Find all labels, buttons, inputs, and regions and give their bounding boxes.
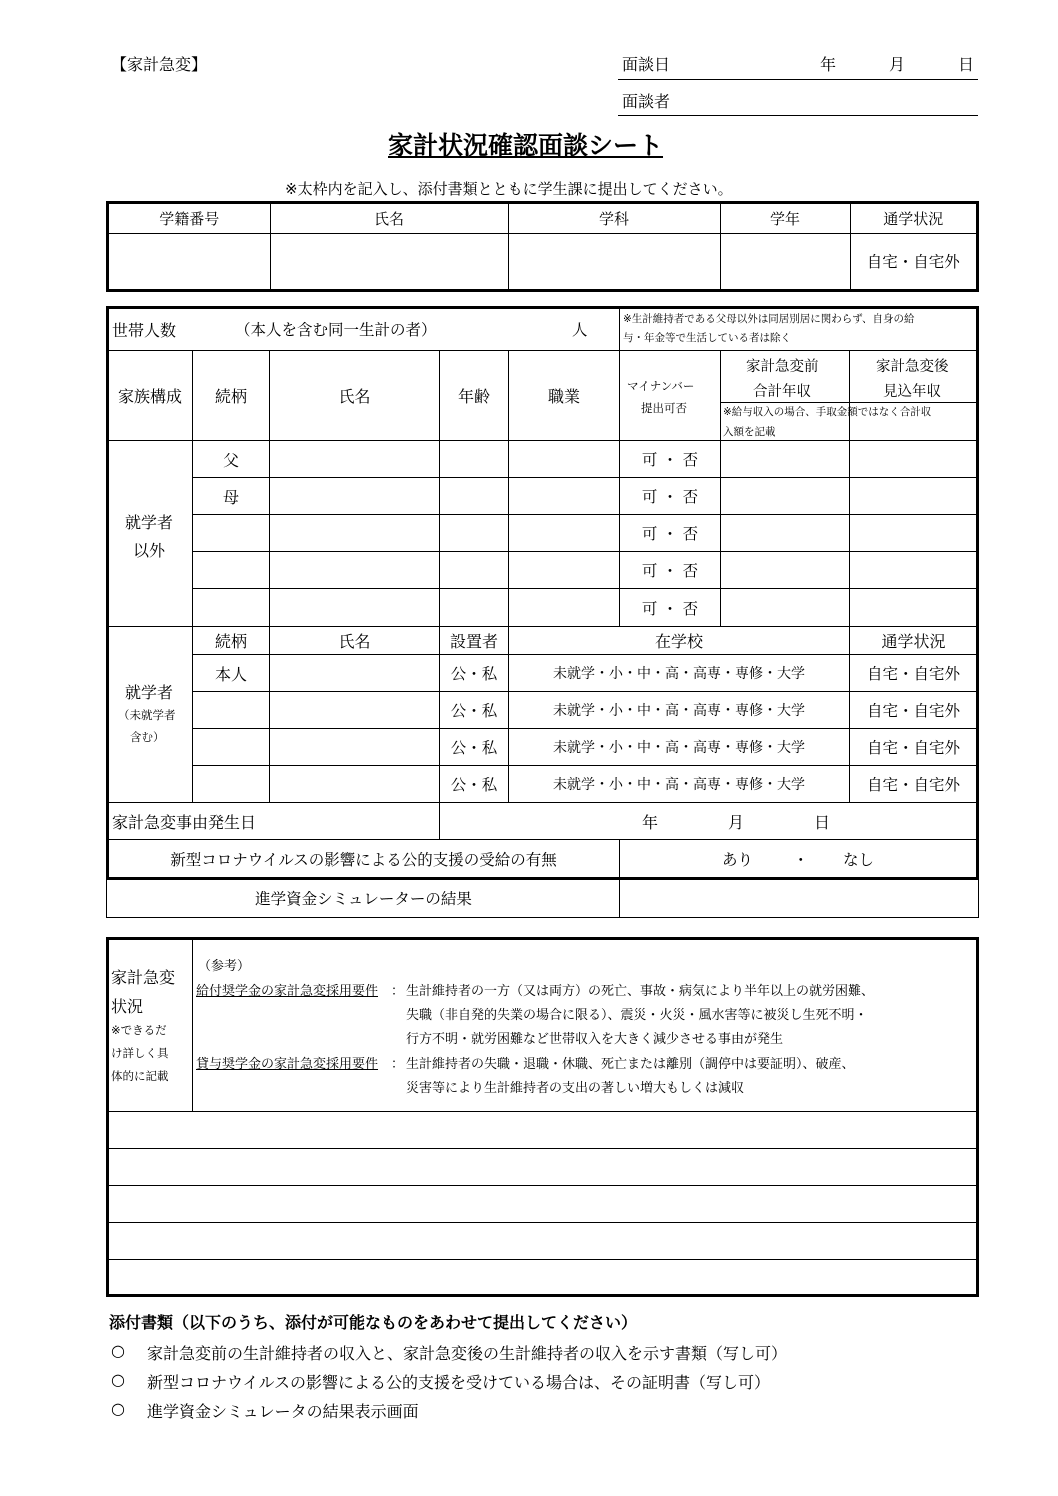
loan-requirement-title: 貸与奨学金の家計急変採用要件 <box>196 1057 379 1072</box>
header-commute: 通学状況 <box>850 204 976 233</box>
header-grade: 学年 <box>720 204 850 233</box>
page-title: 家計状況確認面談シート <box>388 131 664 160</box>
col-after-2: 見込年収 <box>883 384 941 400</box>
school-type-2[interactable]: 公・私 <box>450 702 498 720</box>
non-student-label-2: 以外 <box>133 541 166 560</box>
form-tag: 【家計急変】 <box>111 55 208 74</box>
header-department: 学科 <box>508 204 720 233</box>
school-type-3[interactable]: 公・私 <box>450 739 498 757</box>
student-commute-1[interactable]: 自宅・自宅外 <box>866 665 960 683</box>
situation-label-5: 体的に記載 <box>111 1069 169 1083</box>
mynumber-consent-3[interactable]: 可 ・ 否 <box>641 525 699 543</box>
school-level-3[interactable]: 未就学・小・中・高・高専・専修・大学 <box>553 740 805 756</box>
school-type-4[interactable]: 公・私 <box>450 776 498 794</box>
school-level-2[interactable]: 未就学・小・中・高・高専・専修・大学 <box>553 703 805 719</box>
interview-year-label: 年 <box>820 55 837 74</box>
attachment-item-3: 進学資金シミュレータの結果表示画面 <box>147 1402 419 1421</box>
non-student-relation-5[interactable] <box>193 589 269 626</box>
attachments-title: 添付書類（以下のうち、添付が可能なものをあわせて提出してください） <box>109 1313 638 1332</box>
student-relation-4[interactable] <box>193 766 269 802</box>
non-student-relation-3[interactable] <box>193 515 269 551</box>
interview-date-underline[interactable] <box>618 79 978 80</box>
student-relation-2[interactable] <box>193 692 269 728</box>
household-size-note-2: 与・年金等で生活している者は除く <box>623 332 791 344</box>
grant-line-3: 行方不明・就労困難など世帯収入を大きく減少させる事由が発生 <box>406 1032 784 1047</box>
mynumber-consent-4[interactable]: 可 ・ 否 <box>641 562 699 580</box>
situation-label-3: ※できるだ <box>111 1023 167 1037</box>
person-unit: 人 <box>572 321 588 339</box>
col-after-1: 家計急変後 <box>876 359 949 375</box>
col-before-2: 合計年収 <box>753 384 811 400</box>
loan-line-1: 生計維持者の失職・退職・休職、死亡または離別（調停中は要証明）、破産、 <box>406 1057 855 1072</box>
mynumber-consent-2[interactable]: 可 ・ 否 <box>641 488 699 506</box>
situation-label-4: け詳しく具 <box>111 1046 169 1060</box>
attachment-item-1: 家計急変前の生計維持者の収入と、家計急変後の生計維持者の収入を示す書類（写し可） <box>147 1344 788 1363</box>
mynumber-consent-1[interactable]: 可 ・ 否 <box>641 451 699 469</box>
attachment-bullet-1: ○ <box>111 1341 125 1360</box>
situation-line-5[interactable] <box>110 1261 975 1294</box>
grant-colon: ： <box>391 984 405 999</box>
student-commute-2[interactable]: 自宅・自宅外 <box>866 702 960 720</box>
school-type-1[interactable]: 公・私 <box>450 665 498 683</box>
income-note-1: ※給与収入の場合、手取金額ではなく合計収 <box>723 406 932 418</box>
student-name-field[interactable] <box>270 233 508 289</box>
situation-line-3[interactable] <box>110 1187 975 1221</box>
col-mynumber-2: 提出可否 <box>641 401 687 415</box>
loan-colon: ： <box>391 1057 405 1072</box>
student-label-2: （未就学者 <box>118 708 176 722</box>
non-student-relation-2[interactable]: 母 <box>222 487 239 507</box>
attachment-item-2: 新型コロナウイルスの影響による公的支援を受けている場合は、その証明書（写し可） <box>147 1373 771 1392</box>
col-job: 職業 <box>547 387 580 406</box>
instruction-text: ※太枠内を記入し、添付書類とともに学生課に提出してください。 <box>285 180 733 198</box>
grant-line-2: 失職（非自発的失業の場合に限る）、震災・火災・風水害等に被災し生死不明・ <box>406 1008 868 1023</box>
student-commute-4[interactable]: 自宅・自宅外 <box>866 776 960 794</box>
covid-support-label: 新型コロナウイルスの影響による公的支援の受給の有無 <box>170 850 557 869</box>
student-col-name: 氏名 <box>338 632 371 651</box>
situation-label-1: 家計急変 <box>111 968 176 987</box>
header-student-id: 学籍番号 <box>109 204 270 233</box>
simulator-result-field[interactable] <box>621 879 976 916</box>
student-commute-3[interactable]: 自宅・自宅外 <box>866 739 960 757</box>
covid-dot: ・ <box>793 851 809 869</box>
student-relation-3[interactable] <box>193 729 269 765</box>
household-size-label: 世帯人数 <box>112 320 177 340</box>
interviewer-label: 面談者 <box>622 92 671 111</box>
interview-day-label: 日 <box>958 55 975 74</box>
grade-field[interactable] <box>720 233 850 289</box>
interview-month-label: 月 <box>889 55 906 74</box>
student-relation-1[interactable]: 本人 <box>214 664 247 684</box>
col-mynumber-1: マイナンバー <box>627 379 695 393</box>
col-name: 氏名 <box>338 387 371 406</box>
situation-line-1[interactable] <box>110 1113 975 1147</box>
interviewer-underline[interactable] <box>618 115 978 116</box>
student-col-commute: 通学状況 <box>881 632 946 651</box>
school-level-1[interactable]: 未就学・小・中・高・高専・専修・大学 <box>553 666 805 682</box>
attachment-bullet-3: ○ <box>111 1399 125 1418</box>
household-size-field[interactable] <box>450 312 560 346</box>
household-size-note-1: ※生計維持者である父母以外は同居別居に関わらず、自身の給 <box>623 313 915 325</box>
student-label-1: 就学者 <box>125 683 174 702</box>
department-field[interactable] <box>508 233 720 289</box>
household-size-desc: （本人を含む同一生計の者） <box>235 321 437 339</box>
student-id-field[interactable] <box>109 233 270 289</box>
commute-choice[interactable]: 自宅・自宅外 <box>850 233 976 289</box>
covid-no[interactable]: なし <box>843 851 875 869</box>
situation-line-2[interactable] <box>110 1150 975 1184</box>
covid-yes[interactable]: あり <box>722 851 754 869</box>
header-name: 氏名 <box>270 204 508 233</box>
non-student-relation-1[interactable]: 父 <box>222 450 239 470</box>
student-col-type: 設置者 <box>449 632 498 651</box>
attachment-bullet-2: ○ <box>111 1370 125 1389</box>
grant-line-1: 生計維持者の一方（又は両方）の死亡、事故・病気により半年以上の就労困難、 <box>406 984 875 999</box>
interview-date-label: 面談日 <box>622 55 671 74</box>
simulator-label: 進学資金シミュレーターの結果 <box>255 889 472 908</box>
student-col-relation: 続柄 <box>214 632 247 651</box>
mynumber-consent-5[interactable]: 可 ・ 否 <box>641 599 699 618</box>
col-before-1: 家計急変前 <box>746 359 819 375</box>
school-level-4[interactable]: 未就学・小・中・高・高専・専修・大学 <box>553 777 805 793</box>
col-relation: 続柄 <box>214 387 247 406</box>
event-day-label: 日 <box>814 813 831 832</box>
student-label-3: 含む） <box>130 730 165 744</box>
student-info-box <box>106 201 979 292</box>
reference-label: （参考） <box>198 959 251 974</box>
loan-line-2: 災害等により生計維持者の支出の著しい増大もしくは減収 <box>406 1081 745 1096</box>
event-date-label: 家計急変事由発生日 <box>112 812 257 832</box>
grant-requirement-title: 給付奨学金の家計急変採用要件 <box>196 984 379 999</box>
col-age: 年齢 <box>457 387 490 406</box>
situation-label-2: 状況 <box>111 997 144 1016</box>
student-col-school: 在学校 <box>654 632 703 651</box>
situation-line-4[interactable] <box>110 1224 975 1258</box>
event-year-label: 年 <box>642 813 659 832</box>
non-student-relation-4[interactable] <box>193 552 269 588</box>
family-structure-label: 家族構成 <box>117 387 182 406</box>
event-month-label: 月 <box>728 813 745 832</box>
non-student-label-1: 就学者 <box>125 513 174 532</box>
income-note-2: 入額を記載 <box>723 426 776 438</box>
